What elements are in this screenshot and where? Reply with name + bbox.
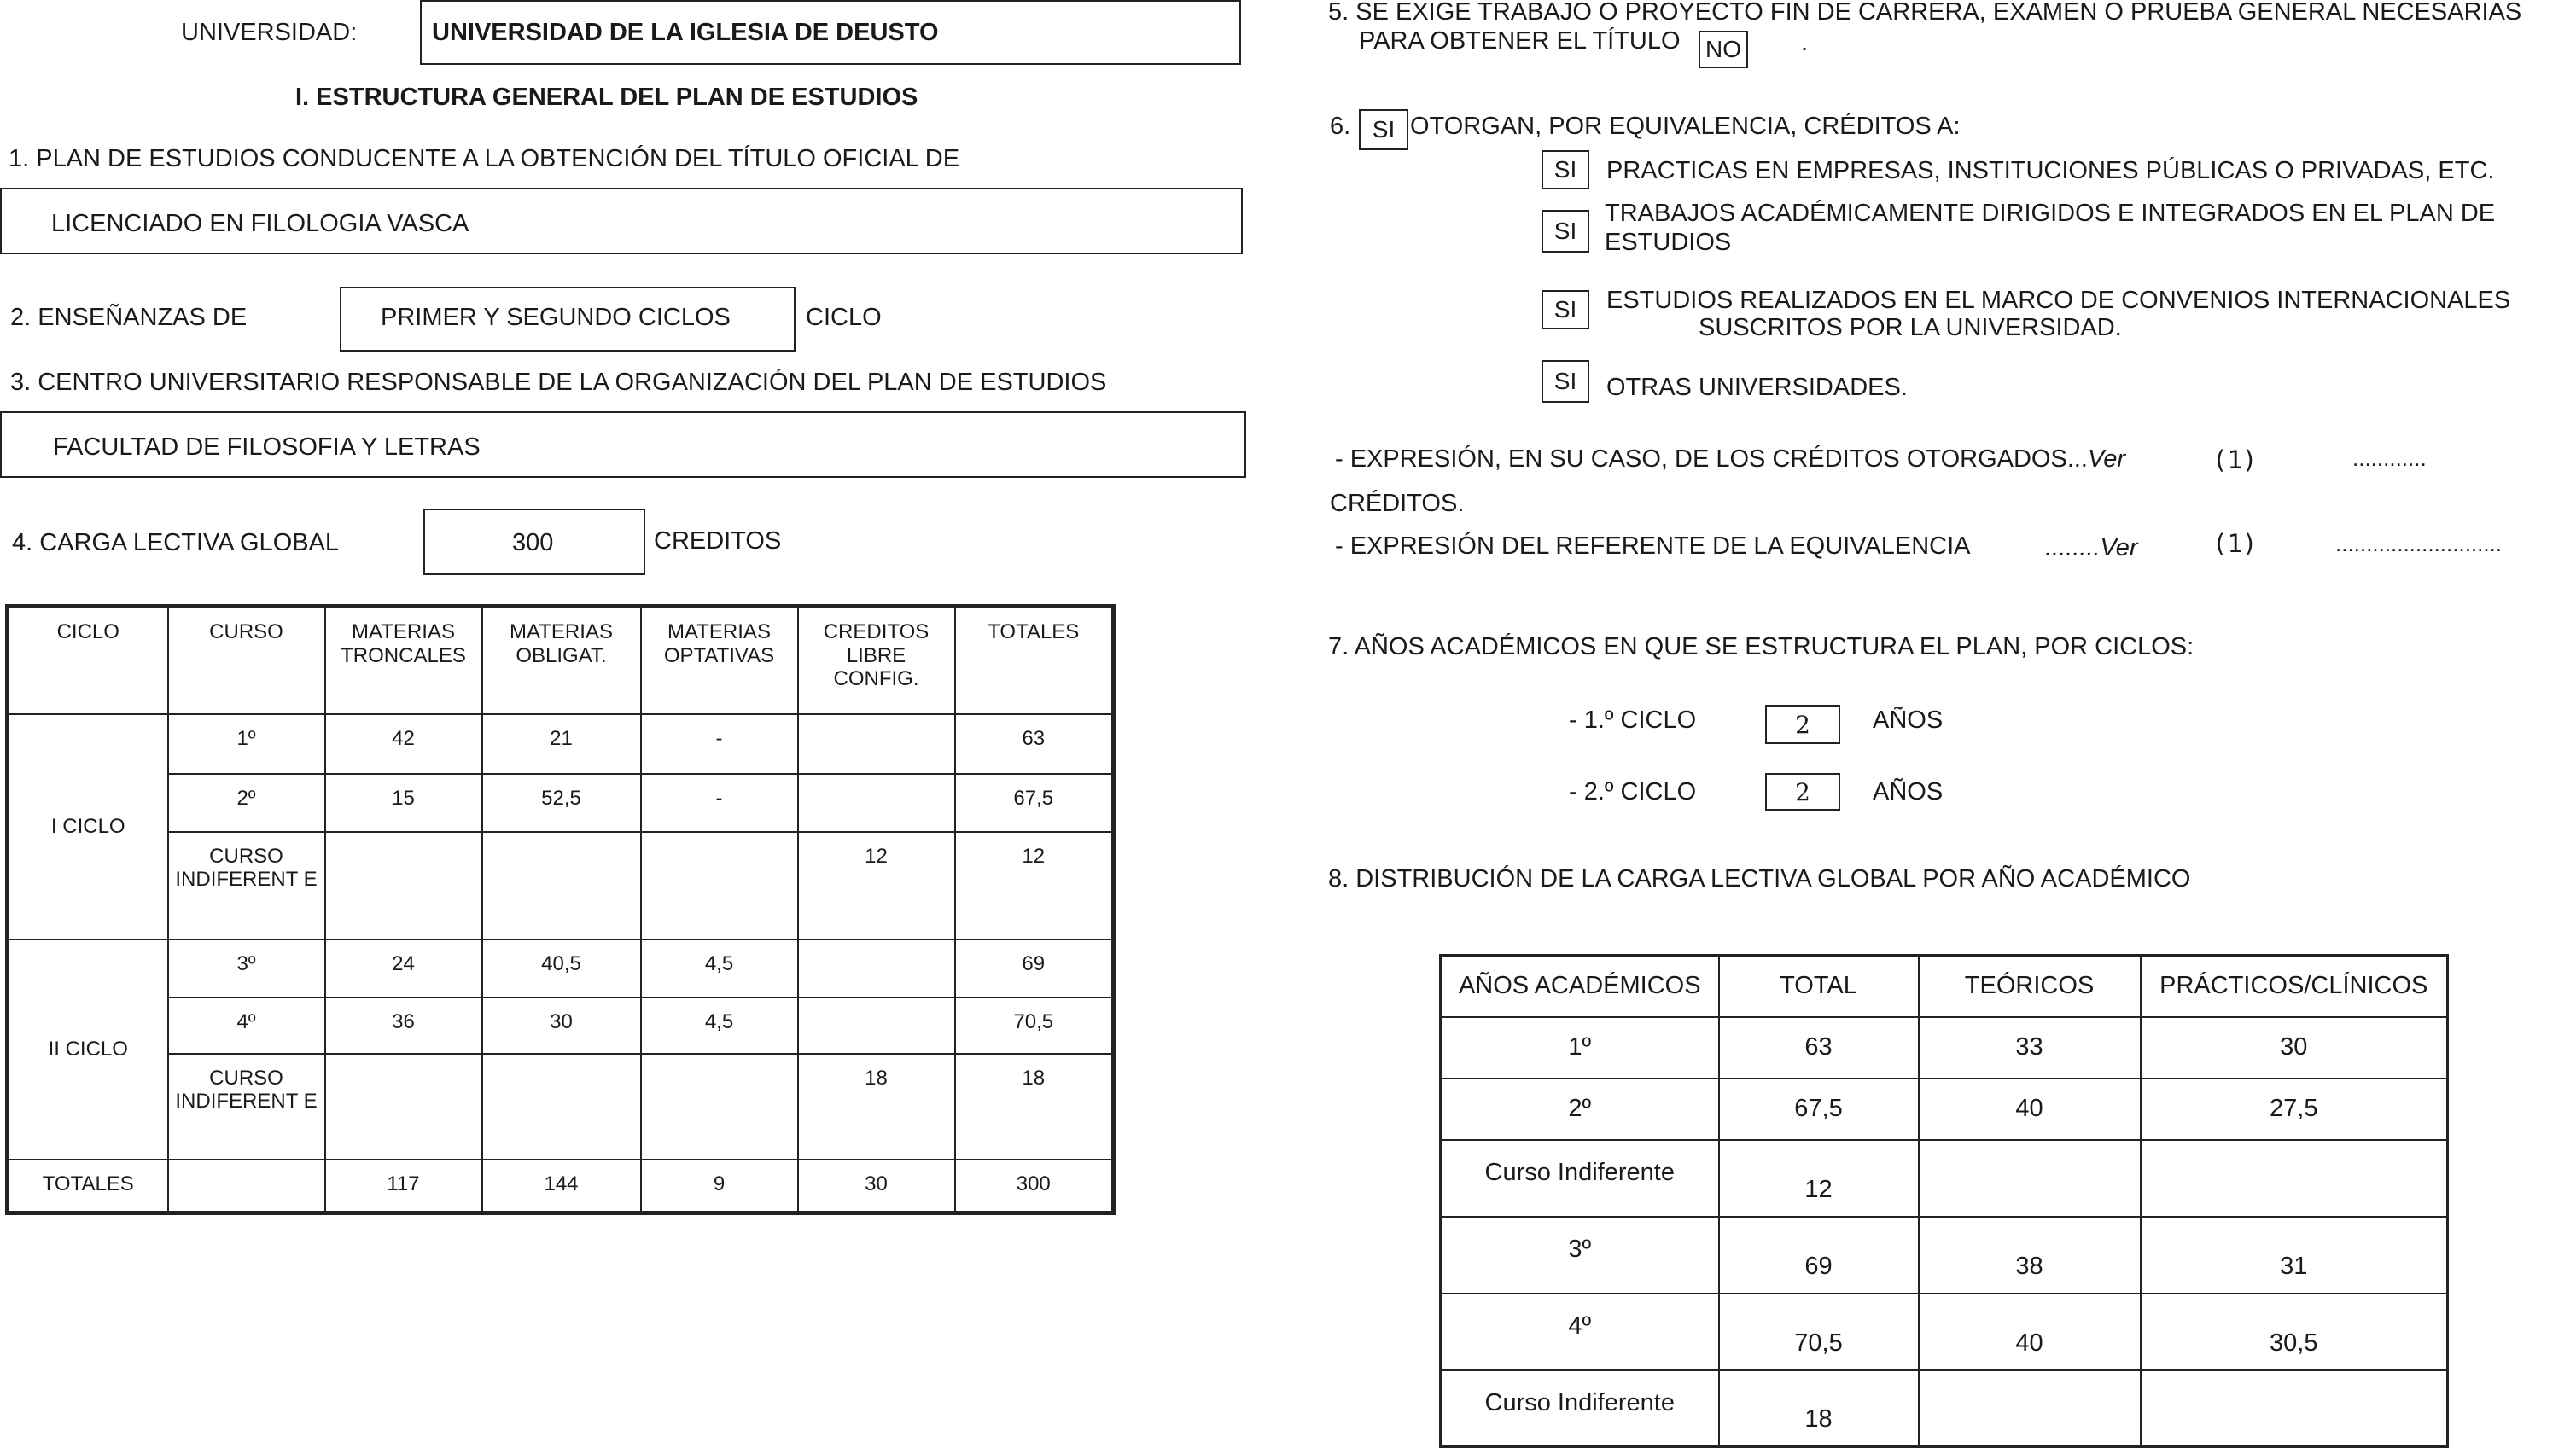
item1-label: 1. PLAN DE ESTUDIOS CONDUCENTE A LA OBTENCIÓN DEL TÍTULO OFICIAL DE (9, 145, 960, 172)
table-cell (325, 832, 482, 939)
expr1-ver: Ver (2088, 445, 2126, 473)
table-cell: 12 (1719, 1140, 1919, 1217)
table-cell: 69 (955, 939, 1114, 997)
table-cell: 15 (325, 774, 482, 832)
table-row (8, 714, 1114, 774)
universidad-value: UNIVERSIDAD DE LA IGLESIA DE DEUSTO (432, 19, 939, 46)
creditos-table (5, 604, 1116, 1215)
table-cell: CURSO INDIFERENT E (168, 1054, 325, 1160)
table-cell: 4º (168, 997, 325, 1054)
item6-box: SI (1359, 109, 1408, 150)
expr1-label (1335, 447, 2125, 472)
item5-box: NO (1699, 31, 1748, 68)
table-cell: 117 (325, 1160, 482, 1213)
table-cell: 1º (1441, 1017, 1719, 1079)
table-cell: 30 (482, 997, 641, 1054)
ciclo2-anos-box: 2 (1765, 773, 1840, 811)
table-cell (1919, 1140, 2141, 1217)
table-cell: 38 (1919, 1217, 2141, 1294)
distribucion-table (1439, 954, 2449, 1448)
expr1-dots: ............ (2352, 445, 2427, 471)
expr2-ver: ........Ver (2045, 534, 2138, 561)
table-cell: 27,5 (2141, 1079, 2448, 1140)
table-cell: 40 (1919, 1079, 2141, 1140)
table-cell: 40,5 (482, 939, 641, 997)
table-row (1441, 1217, 2448, 1294)
equiv-text: PRACTICAS EN EMPRESAS, INSTITUCIONES PÚBLICAS O PRIVADAS, ETC. (1606, 157, 2495, 184)
ciclo-cell: II CICLO (8, 939, 168, 1160)
table-row (8, 1054, 1114, 1160)
table-cell (798, 774, 955, 832)
equiv-box: SI (1542, 210, 1589, 253)
table-cell: 21 (482, 714, 641, 774)
table-cell: 18 (955, 1054, 1114, 1160)
item6-label: OTORGAN, POR EQUIVALENCIA, CRÉDITOS A: (1410, 113, 1961, 140)
table-row (8, 774, 1114, 832)
table-row (1441, 1079, 2448, 1140)
table-cell: 300 (955, 1160, 1114, 1213)
carga-value: 300 (512, 529, 554, 556)
equiv-text: OTRAS UNIVERSIDADES. (1606, 374, 1908, 401)
table-cell: TOTALES (8, 1160, 168, 1213)
table-cell (798, 714, 955, 774)
table-cell: Curso Indiferente (1441, 1370, 1719, 1447)
equiv-text: ESTUDIOS REALIZADOS EN EL MARCO DE CONVENIOS INTERNACIONALES (1606, 287, 2511, 314)
table-cell: 144 (482, 1160, 641, 1213)
table-cell: 4,5 (641, 939, 798, 997)
table-cell: CURSO INDIFERENT E (168, 832, 325, 939)
table-cell: 3º (168, 939, 325, 997)
table-cell: 69 (1719, 1217, 1919, 1294)
table-cell (168, 1160, 325, 1213)
item4-label: 4. CARGA LECTIVA GLOBAL (12, 529, 340, 556)
col-header: MATERIAS OPTATIVAS (641, 607, 798, 714)
table-cell (641, 832, 798, 939)
table-cell: 4,5 (641, 997, 798, 1054)
item5-dot: . (1801, 29, 1809, 56)
equiv-text-cont: ESTUDIOS (1605, 229, 1732, 256)
centro-value: FACULTAD DE FILOSOFIA Y LETRAS (53, 433, 481, 461)
equiv-box: SI (1542, 360, 1589, 403)
table-cell (1919, 1370, 2141, 1447)
item5-line1: 5. SE EXIGE TRABAJO O PROYECTO FIN DE CARRERA, EXAMEN O PRUEBA GENERAL NECESARIAS (1328, 0, 2522, 26)
ciclo2-label: - 2.º CICLO (1569, 778, 1697, 805)
item4-suffix: CREDITOS (654, 527, 782, 555)
ciclo-cell: I CICLO (8, 714, 168, 939)
totals-row (8, 1160, 1114, 1213)
table-header-row (8, 607, 1114, 714)
table-cell: - (641, 714, 798, 774)
table-cell: 30 (798, 1160, 955, 1213)
item3-label: 3. CENTRO UNIVERSITARIO RESPONSABLE DE LA ORGANIZACIÓN DEL PLAN DE ESTUDIOS (10, 369, 1107, 396)
col-header: TEÓRICOS (1919, 956, 2141, 1017)
table-row (1441, 1294, 2448, 1370)
table-cell (482, 1054, 641, 1160)
table-cell (641, 1054, 798, 1160)
table-cell (2141, 1370, 2448, 1447)
table-row (1441, 1140, 2448, 1217)
table-cell: Curso Indiferente (1441, 1140, 1719, 1217)
table-cell: 9 (641, 1160, 798, 1213)
table-cell: 70,5 (955, 997, 1114, 1054)
table-cell (798, 997, 955, 1054)
item5-line2: PARA OBTENER EL TÍTULO (1359, 27, 1681, 55)
equiv-box: SI (1542, 290, 1589, 329)
table-cell: 63 (955, 714, 1114, 774)
table-cell (482, 832, 641, 939)
equiv-text: TRABAJOS ACADÉMICAMENTE DIRIGIDOS E INTEGRADOS EN EL PLAN DE (1605, 200, 2496, 227)
item7-label: 7. AÑOS ACADÉMICOS EN QUE SE ESTRUCTURA EL PLAN, POR CICLOS: (1328, 633, 2194, 660)
table-cell: 18 (798, 1054, 955, 1160)
ciclo1-anos-box: 2 (1765, 705, 1840, 744)
table-cell: 63 (1719, 1017, 1919, 1079)
universidad-label: UNIVERSIDAD: (181, 19, 358, 46)
equiv-text-cont: SUSCRITOS POR LA UNIVERSIDAD. (1699, 314, 2122, 341)
titulo-value: LICENCIADO EN FILOLOGIA VASCA (51, 210, 469, 237)
expr1-text: - EXPRESIÓN, EN SU CASO, DE LOS CRÉDITOS OTORGADOS... (1335, 445, 2088, 473)
item8-label: 8. DISTRIBUCIÓN DE LA CARGA LECTIVA GLOBAL POR AÑO ACADÉMICO (1328, 865, 2191, 893)
table-cell: 30 (2141, 1017, 2448, 1079)
table-cell: 36 (325, 997, 482, 1054)
col-header: MATERIAS OBLIGAT. (482, 607, 641, 714)
section-title: I. ESTRUCTURA GENERAL DEL PLAN DE ESTUDIOS (295, 84, 918, 111)
expr1-cont: CRÉDITOS. (1330, 490, 1465, 517)
equiv-box: SI (1542, 150, 1589, 189)
table-row (8, 832, 1114, 939)
table-cell: 52,5 (482, 774, 641, 832)
table-cell: 2º (168, 774, 325, 832)
table-cell (325, 1054, 482, 1160)
table-row (1441, 1017, 2448, 1079)
table-cell: - (641, 774, 798, 832)
table-cell: 40 (1919, 1294, 2141, 1370)
col-header: TOTALES (955, 607, 1114, 714)
table-cell: 12 (955, 832, 1114, 939)
table-row (8, 939, 1114, 997)
expr2-ref: (1) (2212, 529, 2258, 558)
expr1-ref: (1) (2212, 445, 2258, 474)
col-header: MATERIAS TRONCALES (325, 607, 482, 714)
table-cell: 2º (1441, 1079, 1719, 1140)
table-cell: 1º (168, 714, 325, 774)
col-header: PRÁCTICOS/CLÍNICOS (2141, 956, 2448, 1017)
table-cell: 30,5 (2141, 1294, 2448, 1370)
table-row (1441, 1370, 2448, 1447)
table-cell: 4º (1441, 1294, 1719, 1370)
col-header: CICLO (8, 607, 168, 714)
expr2-label: - EXPRESIÓN DEL REFERENTE DE LA EQUIVALENCIA (1335, 532, 1971, 560)
col-header: AÑOS ACADÉMICOS (1441, 956, 1719, 1017)
item6-prefix: 6. (1330, 113, 1351, 140)
table-cell: 70,5 (1719, 1294, 1919, 1370)
table-header-row (1441, 956, 2448, 1017)
expr2-dots: ........................... (2335, 531, 2503, 556)
item2-suffix: CICLO (806, 304, 882, 331)
table-cell: 67,5 (1719, 1079, 1919, 1140)
table-cell: 33 (1919, 1017, 2141, 1079)
table-cell: 24 (325, 939, 482, 997)
table-cell: 31 (2141, 1217, 2448, 1294)
col-header: TOTAL (1719, 956, 1919, 1017)
table-cell: 42 (325, 714, 482, 774)
ensenanzas-value: PRIMER Y SEGUNDO CICLOS (381, 304, 731, 331)
table-cell: 18 (1719, 1370, 1919, 1447)
col-header: CURSO (168, 607, 325, 714)
table-cell (798, 939, 955, 997)
table-cell (2141, 1140, 2448, 1217)
item2-label: 2. ENSEÑANZAS DE (10, 304, 248, 331)
table-row (8, 997, 1114, 1054)
table-cell: 12 (798, 832, 955, 939)
table-cell: 67,5 (955, 774, 1114, 832)
anos-label: AÑOS (1873, 778, 1944, 805)
table-cell: 3º (1441, 1217, 1719, 1294)
anos-label: AÑOS (1873, 707, 1944, 734)
ciclo1-label: - 1.º CICLO (1569, 707, 1697, 734)
col-header: CREDITOS LIBRE CONFIG. (798, 607, 955, 714)
